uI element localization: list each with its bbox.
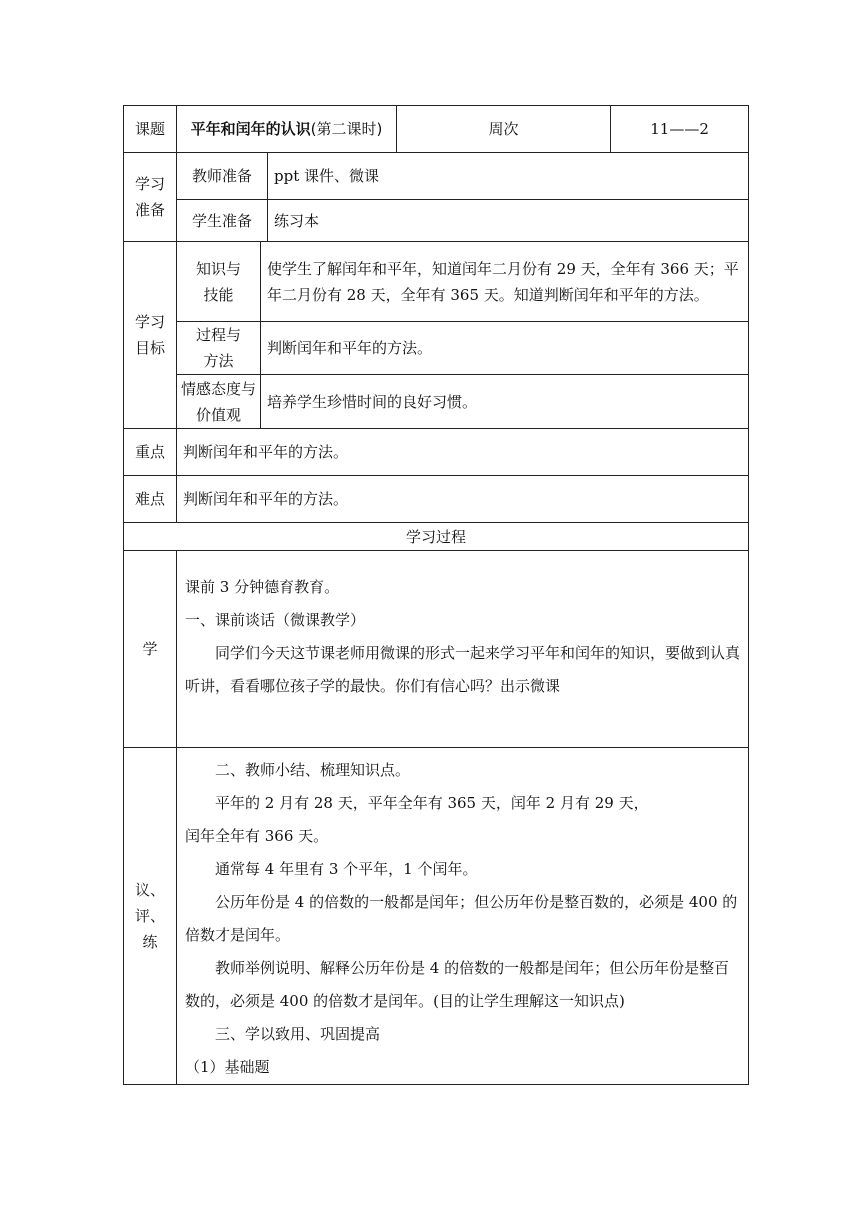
teacher-prep-row [124, 153, 749, 200]
header-row [124, 106, 749, 153]
attitude-row [124, 375, 749, 429]
process-heading: 学习过程 [124, 523, 749, 551]
process-label: 过程与方法 [177, 322, 261, 375]
practice-line: 通常每 4 年里有 3 个平年，1 个闰年。 [215, 860, 478, 878]
difficulty-label: 难点 [124, 476, 177, 523]
knowledge-label: 知识与技能 [177, 242, 261, 322]
process-value: 判断闰年和平年的方法。 [261, 322, 749, 375]
learn-label: 学 [124, 551, 177, 748]
topic-title [177, 106, 397, 153]
practice-line: 三、学以致用、巩固提高 [215, 1025, 381, 1043]
learn-row [124, 551, 749, 748]
practice-content [177, 748, 749, 1085]
student-prep-value: 练习本 [268, 200, 749, 242]
process-heading-row [124, 523, 749, 551]
knowledge-value: 使学生了解闰年和平年，知道闰年二月份有 29 天，全年有 366 天；平年二月份有 28 天，全年有 365 天。知道判断闰年和平年的方法。 [261, 242, 749, 322]
key-point-label: 重点 [124, 429, 177, 476]
topic-label: 课题 [124, 106, 177, 153]
student-prep-label: 学生准备 [177, 200, 268, 242]
practice-line: 平年的 2 月有 28 天，平年全年有 365 天，闰年 2 月有 29 天， [215, 794, 649, 812]
attitude-value: 培养学生珍惜时间的良好习惯。 [261, 375, 749, 429]
difficulty-value: 判断闰年和平年的方法。 [177, 476, 749, 523]
practice-line: （1）基础题 [185, 1058, 270, 1076]
teacher-prep-value: ppt 课件、微课 [268, 153, 749, 200]
prep-label: 学习准备 [124, 153, 177, 242]
attitude-label: 情感态度与价值观 [177, 375, 261, 429]
key-point-value: 判断闰年和平年的方法。 [177, 429, 749, 476]
learn-content [177, 551, 749, 748]
practice-label: 议、评、练 [124, 748, 177, 1085]
week-value: 11——2 [611, 106, 749, 153]
topic-main: 平年和闰年的认识 [190, 120, 311, 138]
teacher-prep-label: 教师准备 [177, 153, 268, 200]
goals-label: 学习目标 [124, 242, 177, 429]
process-row [124, 322, 749, 375]
practice-line: 闰年全年有 366 天。 [185, 827, 329, 845]
practice-line: 教师举例说明、解释公历年份是 4 的倍数的一般都是闰年；但公历年份是整百数的，必须是 400 的倍数才是闰年。(目的让学生理解这一知识点) [185, 959, 730, 1010]
knowledge-row [124, 242, 749, 322]
week-label: 周次 [397, 106, 611, 153]
difficulty-row [124, 476, 749, 523]
practice-row [124, 748, 749, 1085]
learn-line: 同学们今天这节课老师用微课的形式一起来学习平年和闰年的知识，要做到认真听讲，看看哪位孩子学的最快。你们有信心吗？出示微课 [185, 644, 741, 695]
topic-paren: (第二课时) [310, 120, 383, 138]
student-prep-row [124, 200, 749, 242]
learn-line: 一、课前谈话（微课教学） [185, 611, 366, 629]
key-point-row [124, 429, 749, 476]
learn-line: 课前 3 分钟德育教育。 [185, 578, 340, 596]
practice-line: 公历年份是 4 的倍数的一般都是闰年；但公历年份是整百数的，必须是 400 的倍数才是闰年。 [185, 893, 738, 944]
practice-line: 二、教师小结、梳理知识点。 [215, 761, 411, 779]
lesson-plan-table [123, 105, 749, 1085]
lesson-plan-sheet [123, 105, 748, 1085]
